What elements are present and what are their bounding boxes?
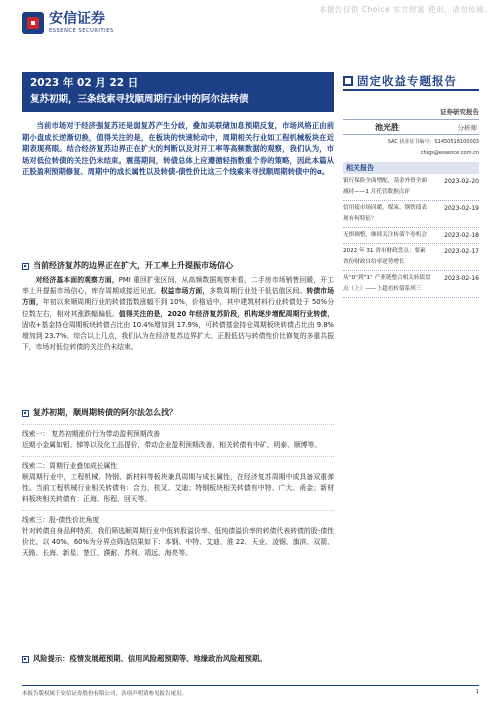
related-report-item[interactable] — [343, 228, 479, 244]
related-report-date: 2023-02-18 — [444, 232, 479, 239]
clue-two-title: 线索二：周期行业叠加成长属性 — [22, 456, 334, 472]
risk-warning — [22, 653, 334, 665]
related-report-date: 2023-02-17 — [444, 248, 479, 255]
report-type-icon — [343, 76, 353, 86]
clue-three-body: 针对转债自身品种特质，我们筛选顺周期行业中低转股溢价率、低纯债溢价率的转债代表转债的股-债性价比，以 40%、60%为分界点筛选结果如下：本钢、中特、艾迪、淮 22、天业、凌钢、旗滨、双箭、天路、长海、新星、楚江、濮耐、苏利、靖远、海亮等。 — [22, 527, 334, 557]
clue-one-body: 近期小金属如钼、锑等以及化工品提价，带动企业盈利预期改善，相关转债有中矿、明泰、顺博等。 — [22, 441, 322, 449]
section-alpha — [22, 407, 334, 559]
related-report-title[interactable]: 2022 年 31 省市财政盘点：要素省份财政自给率逆势增长 — [343, 248, 426, 265]
analyst-block — [343, 119, 479, 135]
analyst-sac-number: SAC 执业证书编号：S1450518100003 — [387, 139, 479, 145]
report-summary: 当前市场对于经济强复苏还是弱复苏产生分歧，叠加美联储加息预期反复，市场风格正由前期小盘成长逆渐切换，值得关注的是，在板块的快速轮动中，周期相关行业如工程机械板块在近期表现亮眼。结合经济复苏边界正在扩大的判断以及对开工率等高频数据的观察，我们认为，市场对低位转债的关注仍未结束。震荡期间，转债总体上应遵循轻指数重个券的策略，因此本篇从正股盈利预期修复、周期中的成长属性以及转债-债性价比这三个线索来寻找顺周期转债中的α。 — [22, 121, 334, 177]
report-title: 复苏初期，三条线索寻找顺周期行业中的阿尔法转债 — [30, 94, 249, 105]
report-type-header — [343, 72, 479, 91]
related-reports — [343, 162, 479, 298]
section-bullet-icon — [22, 263, 29, 270]
related-report-date: 2023-02-16 — [444, 275, 479, 282]
related-report-date: 2023-02-20 — [444, 178, 479, 185]
risk-text: 风险提示：疫情发展超预期、信用风险超预期等、地缘政治风险超预期。 — [33, 654, 267, 663]
footer-disclaimer: 本报告版权属于安信证券股份有限公司，各项声明请参见报告尾页。 — [22, 691, 188, 697]
logo-name-en: ESSENCE SECURITIES — [49, 28, 114, 34]
related-report-item[interactable] — [343, 244, 479, 271]
related-report-date: 2023-02-19 — [444, 205, 479, 212]
report-type-label: 固定收益专题报告 — [357, 73, 457, 88]
section-heading: 当前经济复苏的边界正在扩大，开工率上升提振市场信心 — [22, 260, 334, 272]
related-report-title[interactable]: 信用债市场回暖，煤炭、钢铁债表现有何特征？ — [343, 205, 427, 222]
clue-one-title: 线索一： 复苏初期涨价行为带动盈利预期改善 — [22, 424, 334, 440]
page-footer — [22, 685, 479, 697]
related-report-title[interactable]: 银行保险全面增配，基金外资全面减持——1 月托管数据点评 — [343, 178, 427, 195]
analyst-email[interactable]: chigs@essence.com.cn — [420, 150, 479, 156]
related-report-item[interactable] — [343, 174, 479, 201]
page-number: 1 — [475, 689, 479, 695]
related-report-item[interactable] — [343, 271, 479, 298]
watermark-text: 本报告仅供 Choice 东方财富 使用，请勿传阅。 — [318, 5, 492, 14]
logo-icon — [22, 12, 44, 34]
report-subtype: 证券研究报告 — [440, 108, 479, 116]
section-heading: 复苏初期，顺周期转债的阿尔法怎么找？ — [22, 407, 334, 419]
analyst-role: 分析师 — [457, 124, 477, 132]
clue-three-title: 线索三：股-债性价比角度 — [22, 510, 334, 526]
related-report-title[interactable]: 从“0”到“1” 产业链整合相关转债盘点（上）——上超看转债系列三 — [343, 275, 431, 292]
title-banner — [22, 72, 334, 112]
analyst-name: 池光胜 — [375, 123, 399, 132]
company-logo — [22, 12, 114, 34]
report-date: 2023 年 02 月 22 日 — [30, 77, 139, 89]
risk-bullet-icon — [22, 656, 29, 663]
section-paragraph: 对经济基本面的观察方面，PMI 重回扩张区间，从高频数据观察来看，二手房市场销售回暖，开工率上升提振市场信心，库存周期或接近见底。权益市场方面，多数周期行业处于低估值区间。转债市场方面，年初以来顺周期行业的转债指数涨幅不到 10%，价格适中，其中建筑材料行业转债处于 50%分位数左右，相对其涨跌幅偏低。值得关注的是，2020 年经济复苏阶段，机构逐步增配周期行业转债，固收+基金持仓周期板块转债占比由 10.4%增加到 17.9%，可转债基金持仓周期板块转债占比由 9.8%增加到 23.7%。综合以上几点，我们认为在经济复苏边界扩大、正股低估与转债性价比修复的多重共振下，市场对低位转债的关注仍未结束。 — [22, 276, 335, 352]
logo-name-cn: 安信证券 — [49, 11, 105, 27]
related-report-item[interactable] — [343, 201, 479, 228]
section-recovery — [22, 260, 334, 353]
clue-two-body: 顺周期行业中，工程机械、特钢、新材料等板块兼具周期与成长属性，在经济复苏周期中或具备双重弹性。当前工程机械行业相关转债有：合力、杭叉、艾迪；特钢板块相关转债有中特、广大、甬金；新材料板块相关转债有：正海、彤程、回天等。 — [22, 473, 334, 503]
related-report-title[interactable]: 无惧调整，继续关注转债个券机会 — [343, 232, 427, 238]
section-bullet-icon — [22, 410, 29, 417]
related-reports-heading: 相关报告 — [343, 162, 479, 174]
